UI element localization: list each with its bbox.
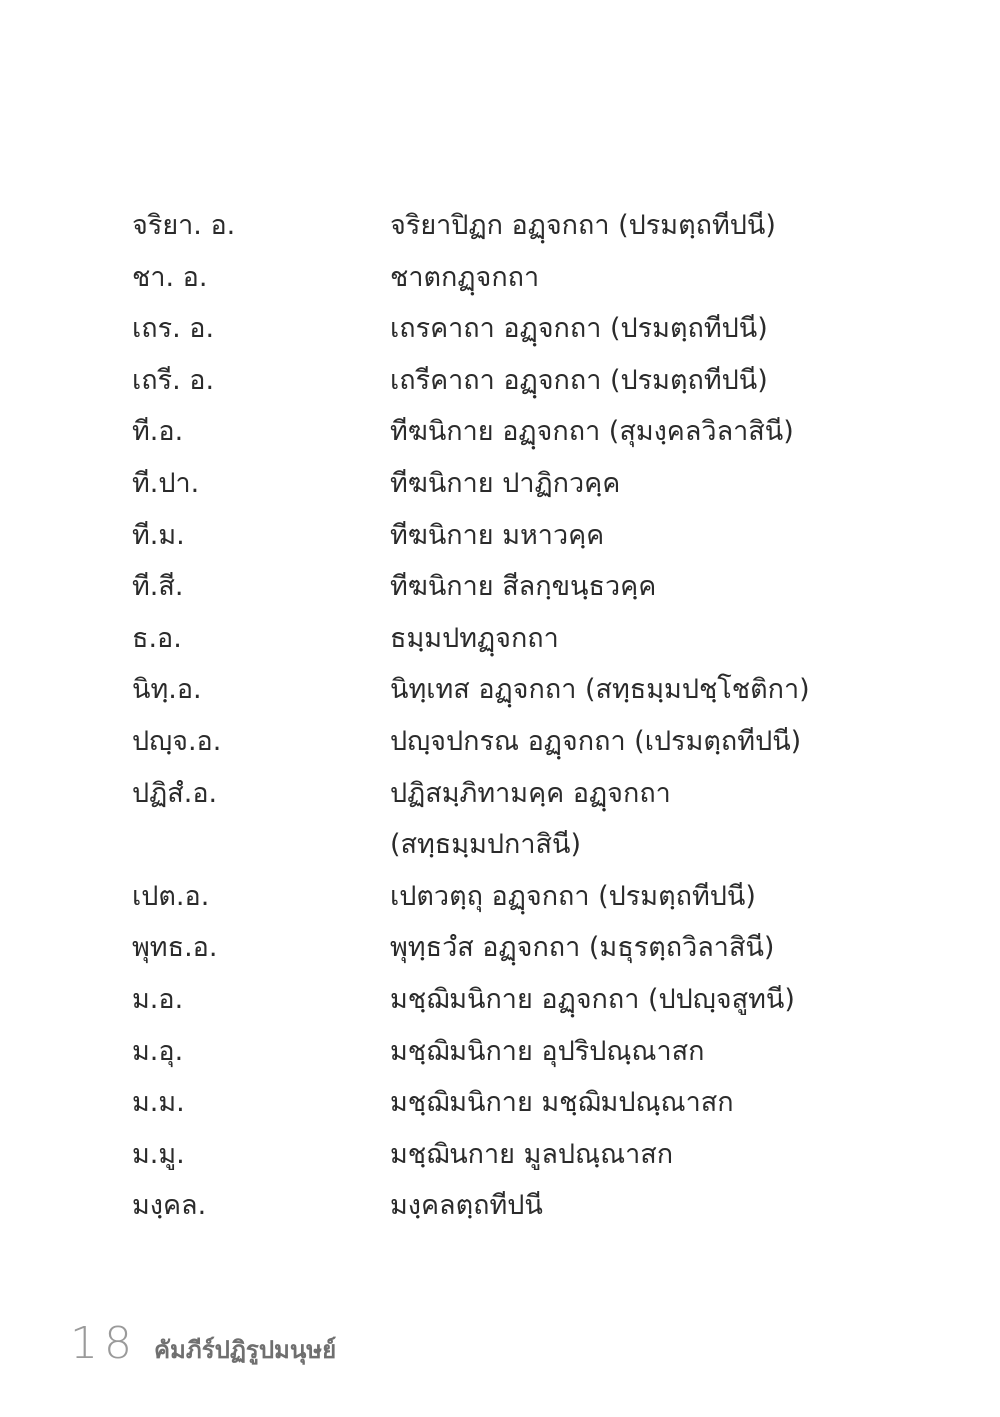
list-item — [132, 974, 892, 1026]
abbreviation: ที.ม. — [132, 519, 185, 551]
abbreviation: ม.ม. — [132, 1087, 185, 1119]
abbreviation: ม.อ. — [132, 983, 184, 1015]
list-item — [132, 458, 892, 510]
list-item — [132, 252, 892, 304]
list-item — [132, 871, 892, 923]
full-title: เถรีคาถา อฏฺจกถา (ปรมตฺถทีปนี) — [390, 364, 768, 396]
full-title: ทีฆนิกาย สีลกฺขนฺธวคฺค — [390, 571, 657, 603]
full-title: ทีฆนิกาย ปาฏิกวคฺค — [390, 467, 621, 499]
abbreviation: ที.ปา. — [132, 467, 200, 499]
abbreviation: ธ.อ. — [132, 622, 182, 654]
abbreviation: เถร. อ. — [132, 313, 215, 345]
abbreviation: ชา. อ. — [132, 261, 208, 293]
abbreviation: ที.อ. — [132, 416, 184, 448]
page-number: 18 — [70, 1318, 138, 1369]
full-title: มชฺฌินกาย มูลปณฺณาสก — [390, 1138, 674, 1170]
full-title: มชฺฌิมนิกาย อุปริปณฺณาสก — [390, 1035, 705, 1067]
full-title: จริยาปิฏก อฏฺจกถา (ปรมตฺถทีปนี) — [390, 210, 776, 241]
full-title: มงฺคลตฺถทีปนี — [390, 1190, 543, 1222]
list-item — [132, 1180, 892, 1232]
abbreviation: ปฏิสํ.อ. — [132, 777, 218, 809]
abbreviation: พุทธ.อ. — [132, 932, 218, 964]
abbreviation: นิทฺ.อ. — [132, 674, 202, 706]
list-item — [132, 768, 892, 820]
list-item — [132, 561, 892, 613]
full-title: ธมฺมปทฏฺจกถา — [390, 622, 559, 654]
abbreviation: มงฺคล. — [132, 1190, 207, 1222]
abbreviation: เถรี. อ. — [132, 364, 215, 396]
list-item — [132, 200, 892, 252]
abbreviation: เปต.อ. — [132, 880, 210, 912]
full-title: ปญฺจปกรณ อฏฺจกถา (เปรมตฺถทีปนี) — [390, 725, 802, 757]
full-title: มชฺฌิมนิกาย มชฺฌิมปณฺณาสก — [390, 1087, 734, 1119]
list-item — [132, 613, 892, 665]
abbreviation: จริยา. อ. — [132, 210, 236, 241]
full-title: เปตวตฺถุ อฏฺจกถา (ปรมตฺถทีปนี) — [390, 880, 756, 912]
list-item-continuation — [132, 819, 892, 871]
list-item — [132, 716, 892, 768]
list-item — [132, 1026, 892, 1078]
list-item — [132, 510, 892, 562]
full-title: เถรคาถา อฏฺจกถา (ปรมตฺถทีปนี) — [390, 313, 768, 345]
full-title: นิทฺเทส อฏฺจกถา (สทฺธมฺมปชฺโชติกา) — [390, 674, 810, 706]
list-item — [132, 664, 892, 716]
abbreviation: ม.อุ. — [132, 1035, 184, 1067]
full-title: ทีฆนิกาย อฏฺจกถา (สุมงฺคลวิลาสินี) — [390, 416, 794, 448]
list-item — [132, 406, 892, 458]
list-item — [132, 355, 892, 407]
full-title: พุทฺธวํส อฏฺจกถา (มธุรตฺถวิลาสินี) — [390, 932, 775, 964]
full-title: ทีฆนิกาย มหาวคฺค — [390, 519, 605, 551]
list-item — [132, 303, 892, 355]
list-item — [132, 1077, 892, 1129]
full-title: (สทฺธมฺมปกาสินี) — [390, 829, 582, 861]
list-item — [132, 922, 892, 974]
full-title: ปฏิสมฺภิทามคฺค อฏฺจกถา — [390, 777, 671, 809]
book-title: คัมภีร์ปฏิรูปมนุษย์ — [154, 1336, 337, 1364]
full-title: มชฺฌิมนิกาย อฏฺจกถา (ปปญฺจสูทนี) — [390, 983, 795, 1015]
abbreviation: ปญฺจ.อ. — [132, 725, 222, 757]
page-footer — [70, 1318, 336, 1369]
list-item — [132, 1129, 892, 1181]
full-title: ชาตกฏฺจกถา — [390, 261, 540, 293]
abbreviation-list — [132, 200, 892, 1232]
abbreviation: ม.มู. — [132, 1138, 185, 1170]
abbreviation: ที.สี. — [132, 571, 184, 603]
